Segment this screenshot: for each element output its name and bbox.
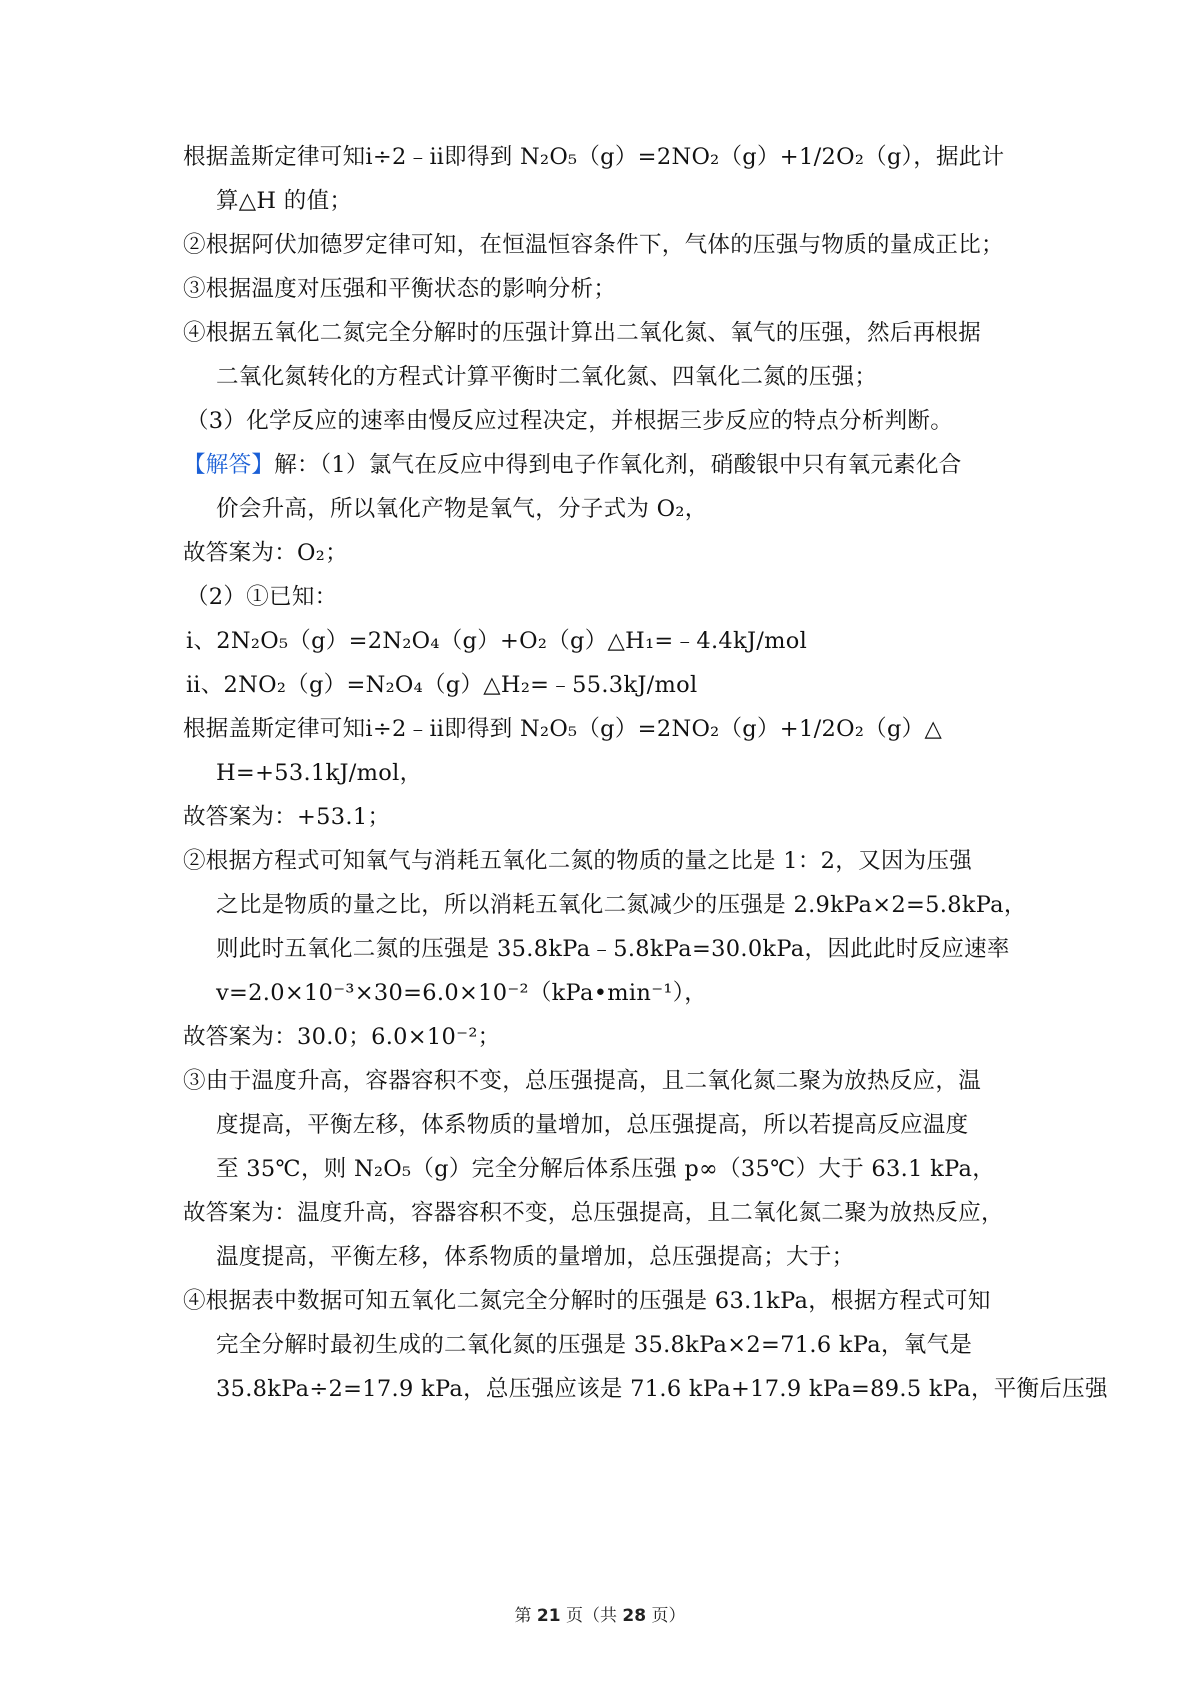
text-line: ⅰ、2N₂O₅（g）=2N₂O₄（g）+O₂（g）△H₁=﹣4.4kJ/mol [186,628,808,654]
text-line: v=2.0×10⁻³×30=6.0×10⁻²（kPa•min⁻¹）， [216,980,708,1006]
text-line: ⅱ、2NO₂（g）=N₂O₄（g）△H₂=﹣55.3kJ/mol [186,672,698,698]
text-line: （2）①已知： [186,584,338,610]
text-line: 至 35℃，则 N₂O₅（g）完全分解后体系压强 p∞（35℃）大于 63.1 kPa， [216,1156,996,1182]
text-line: ②根据阿伏加德罗定律可知，在恒温恒容条件下，气体的压强与物质的量成正比； [183,232,1004,258]
footer-suffix: 页） [651,1606,686,1626]
text-line: 二氧化氮转化的方程式计算平衡时二氧化氮、四氧化二氮的压强； [216,364,878,390]
text-line: 温度提高，平衡左移，体系物质的量增加，总压强提高；大于； [216,1244,855,1270]
text-line-answer [183,449,1033,481]
text-line: 根据盖斯定律可知ⅰ÷2﹣ⅱ即得到 N₂O₅（g）=2NO₂（g）+1/2O₂（g），据此计 [183,144,1005,170]
page-footer [0,1601,1200,1626]
answer-text: 解：（1）氯气在反应中得到电子作氧化剂，硝酸银中只有氧元素化合 [274,452,962,478]
text-line: 35.8kPa÷2=17.9 kPa，总压强应该是 71.6 kPa+17.9 kPa=89.5 kPa，平衡后压强 [216,1376,1108,1402]
text-line: 算△H 的值； [216,188,353,214]
text-line: 故答案为：温度升高，容器容积不变，总压强提高，且二氧化氮二聚为放热反应， [183,1200,1004,1226]
text-line: （3）化学反应的速率由慢反应过程决定，并根据三步反应的特点分析判断。 [186,408,954,434]
footer-prefix: 第 [514,1606,532,1626]
page-number: 21 [536,1606,561,1626]
page-total: 28 [622,1606,647,1626]
text-line: 故答案为：O₂； [183,540,348,566]
text-line: 故答案为：30.0；6.0×10⁻²； [183,1024,501,1050]
text-line: 度提高，平衡左移，体系物质的量增加，总压强提高，所以若提高反应温度 [216,1112,969,1138]
text-line: ④根据五氧化二氮完全分解时的压强计算出二氧化氮、氧气的压强，然后再根据 [183,320,982,346]
text-line: ④根据表中数据可知五氧化二氮完全分解时的压强是 63.1kPa，根据方程式可知 [183,1288,991,1314]
text-line: H=+53.1kJ/mol， [216,760,423,786]
text-line: 故答案为：+53.1； [183,804,391,830]
text-line: 根据盖斯定律可知ⅰ÷2﹣ⅱ即得到 N₂O₅（g）=2NO₂（g）+1/2O₂（g）△ [183,716,943,742]
footer-middle: 页（共 [566,1606,617,1626]
text-line: 则此时五氧化二氮的压强是 35.8kPa﹣5.8kPa=30.0kPa，因此此时反应速率 [216,936,1010,962]
text-line: 完全分解时最初生成的二氧化氮的压强是 35.8kPa×2=71.6 kPa，氧气是 [216,1332,973,1358]
answer-tag: 【解答】 [183,452,275,478]
text-line: ③由于温度升高，容器容积不变，总压强提高，且二氧化氮二聚为放热反应，温 [183,1068,982,1094]
text-line: ②根据方程式可知氧气与消耗五氧化二氮的物质的量之比是 1：2，又因为压强 [183,848,973,874]
text-line: 之比是物质的量之比，所以消耗五氧化二氮减少的压强是 2.9kPa×2=5.8kPa， [216,892,1027,918]
text-line: 价会升高，所以氧化产物是氧气，分子式为 O₂， [216,496,708,522]
text-line: ③根据温度对压强和平衡状态的影响分析； [183,276,617,302]
